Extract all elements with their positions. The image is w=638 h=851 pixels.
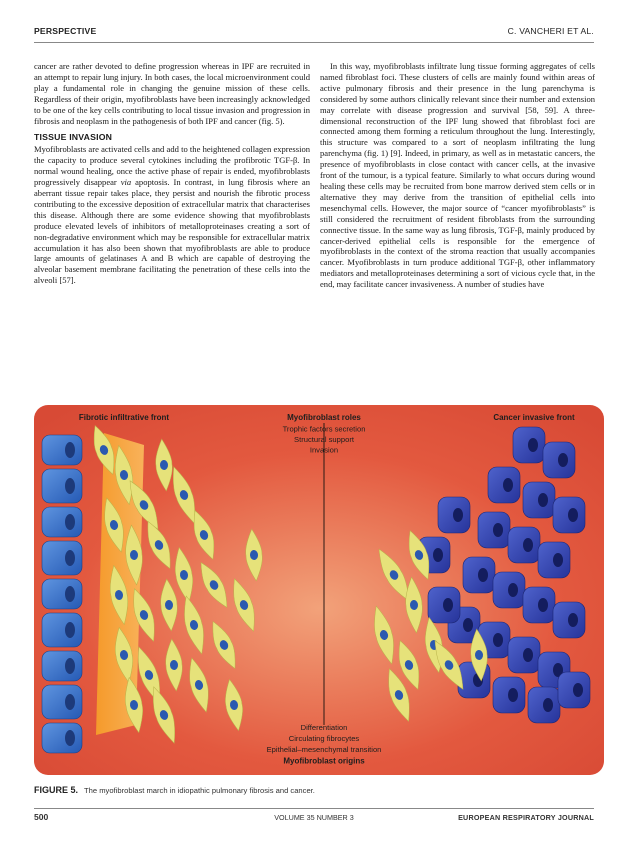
cell-nucleus xyxy=(65,478,75,494)
cell-nucleus xyxy=(553,553,563,567)
cell-nucleus xyxy=(478,568,488,582)
figure-caption-label: FIGURE 5. xyxy=(34,785,79,795)
myofibroblast-roles-title: Myofibroblast roles xyxy=(287,413,361,422)
role-item-3: Invasion xyxy=(309,445,339,455)
cell-nucleus xyxy=(65,514,75,530)
cell-nucleus xyxy=(543,698,553,712)
epithelial-cell xyxy=(42,651,82,681)
epithelial-cell xyxy=(42,685,82,719)
page-number: 500 xyxy=(34,812,49,822)
epithelial-cell xyxy=(42,579,82,609)
left-paragraph-2-part-a: Myofibroblasts are activated cells and add to the heightened collagen expression the capacity to produce several cytokines including the profibrotic TGF-β. In normal wound healing, once the active phase of repair is ended, myofibroblasts progressively disappear xyxy=(34,144,310,188)
epithelial-cell xyxy=(42,723,82,753)
section-label: PERSPECTIVE xyxy=(34,26,97,36)
left-paragraph-1: cancer are rather devoted to define progression whereas in IPF are recruited in an attempt to repair lung injury. In both cases, the local microenvironment could play a fundamental role in changing the genuine mission of these cells. Regardless of their origin, myofibroblasts have been increasingly acknowledged to be one of the key cells contributing to local tissue invasion and progression in fibrosis and neoplasm in the pathogenesis of both IPF and cancer (fig. 5). xyxy=(34,61,310,126)
origin-item-2: Circulating fibrocytes xyxy=(288,734,360,743)
myofibroblast-origins-title: Myofibroblast origins xyxy=(283,756,365,766)
cell-nucleus xyxy=(463,618,473,632)
figure-5-illustration xyxy=(34,405,604,775)
cell-nucleus xyxy=(453,508,463,522)
epithelial-cell xyxy=(42,541,82,575)
cell-nucleus xyxy=(523,538,533,552)
cell-nucleus xyxy=(528,438,538,452)
cell-nucleus xyxy=(65,586,75,602)
section-heading-tissue-invasion: TISSUE INVASION xyxy=(34,132,113,143)
left-column xyxy=(34,61,310,286)
cell-nucleus xyxy=(65,550,75,566)
cell-nucleus xyxy=(568,508,578,522)
left-paragraph-2 xyxy=(34,144,310,286)
journal-name: EUROPEAN RESPIRATORY JOURNAL xyxy=(458,813,594,822)
cell-nucleus xyxy=(508,688,518,702)
origin-item-3: Epithelial–mesenchymal transition xyxy=(266,745,382,754)
epithelial-cell xyxy=(42,613,82,647)
cell-nucleus xyxy=(568,613,578,627)
cell-nucleus xyxy=(65,658,75,674)
footer-rule xyxy=(34,808,594,809)
label-cancer-front: Cancer invasive front xyxy=(493,413,575,422)
header-rule xyxy=(34,42,594,43)
author-label: C. VANCHERI ET AL. xyxy=(507,26,594,36)
role-item-1: Trophic factors secretion xyxy=(282,424,366,434)
role-item-2: Structural support xyxy=(294,435,354,444)
cell-nucleus xyxy=(558,453,568,467)
figure-5 xyxy=(34,405,604,775)
volume-issue: VOLUME 35 NUMBER 3 xyxy=(274,813,354,822)
cell-nucleus xyxy=(508,583,518,597)
epithelial-cell xyxy=(42,435,82,465)
epithelial-cell xyxy=(42,507,82,537)
cell-nucleus xyxy=(538,598,548,612)
left-paragraph-2-part-b: apoptosis. In contrast, in lung fibrosis where an aberrant tissue repair takes place, they persist and nourish the fibrotic process contributing to the excessive deposition of extracellular matrix that characterises this disease. Although there are some evidence showing that myofibroblasts produce elevated levels of inhibitors of metalloproteinases creating a sort of non-degradative environment which may be responsible for extracellular matrix accumulation it has also been shown that myofibroblasts are able to produce large amounts of gelatinases A and B which are capable of destroying the alveolar basement membrane facilitating the penetration of these cells into the alveoli [57]. xyxy=(34,177,310,286)
cell-nucleus xyxy=(503,478,513,492)
cell-nucleus xyxy=(573,683,583,697)
cell-nucleus xyxy=(493,523,503,537)
label-fibrotic-front: Fibrotic infiltrative front xyxy=(78,413,170,422)
epithelial-cell xyxy=(42,469,82,503)
cell-nucleus xyxy=(523,648,533,662)
cell-nucleus xyxy=(65,622,75,638)
cell-nucleus xyxy=(493,633,503,647)
origin-item-1: Differentiation xyxy=(300,723,348,732)
figure-caption-text: The myofibroblast march in idiopathic pulmonary fibrosis and cancer. xyxy=(84,786,315,795)
running-head xyxy=(34,26,594,40)
right-column xyxy=(320,61,595,290)
cell-nucleus xyxy=(65,730,75,746)
page-footer xyxy=(34,812,594,824)
cell-nucleus xyxy=(443,598,453,612)
cell-nucleus xyxy=(65,442,75,458)
left-paragraph-2-italic: via xyxy=(120,177,132,188)
cell-nucleus xyxy=(538,493,548,507)
cell-nucleus xyxy=(65,694,75,710)
cell-nucleus xyxy=(433,548,443,562)
figure-caption xyxy=(34,785,594,795)
right-paragraph-1: In this way, myofibroblasts infiltrate lung tissue forming aggregates of cells named fibroblast foci. These clusters of cells are mainly found within areas of active pulmonary fibrosis and their presence in the lung parenchyma is considered by some authors clinically relevant since their number and extension may correlate with disease progression and survival [58, 59]. A three-dimensional reconstruction of the IPF lung showed that fibroblast foci are connected among them forming a reticulum throughout the lung. Interestingly, this structure was compared to a sort of neoplasm infiltrating the lung parenchyma (fig. 1) [9]. Indeed, in primary, as well as in metastatic cancers, the presence of myofibroblasts in close contact with cancer cells, at the invasive front of the tumour, is a typical feature. Similarly to what occurs during wound healing these cells may be recruited from bone marrow derived stem cells or in alternative they may derive from the transition of epithelial cells into mesenchymal cells. However, the major source of “cancer myofibroblasts” is still considered the recruitment of resident fibroblasts from the surrounding connective tissue. In the same way as lung fibrosis, TGF-β, mainly produced by cancer-derived epithelial cells is responsible for the emergence of myofibroblasts in the context of the stroma reaction that usually accompanies cancer. Myofibroblasts in turn produce additional TGF-β, other inflammatory mediators and metalloproteinases determining a sort of vicious cycle that, in the end, may facilitate cancer invasiveness. A number of studies have xyxy=(320,61,595,290)
